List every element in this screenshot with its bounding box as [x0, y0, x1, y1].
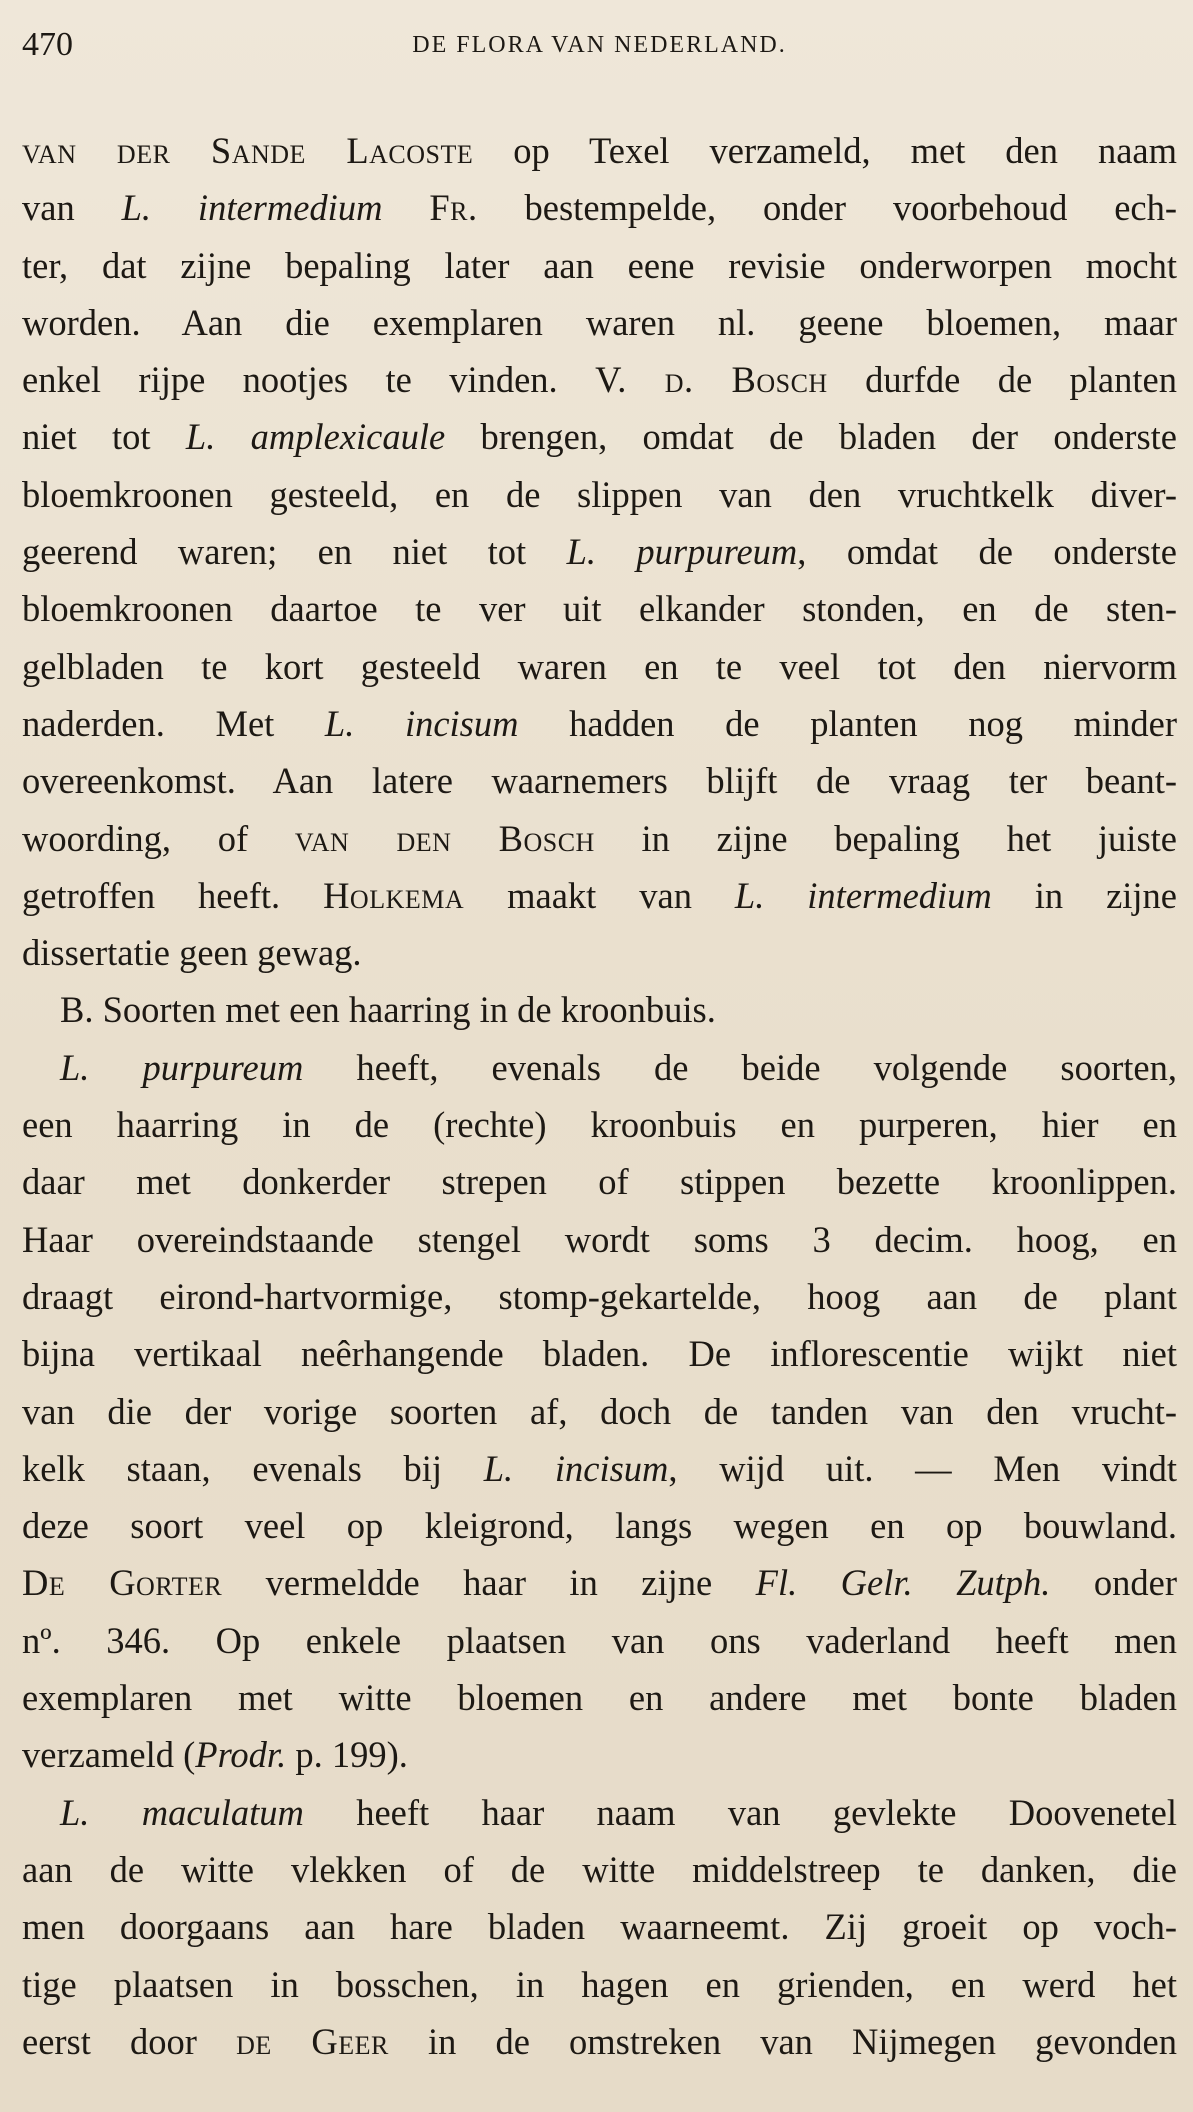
- italic-span: L. maculatum: [60, 1791, 304, 1833]
- text-span: kelk staan, evenals bij: [22, 1447, 484, 1489]
- text-line: [22, 1612, 1177, 1669]
- text-span: maakt van: [464, 874, 735, 916]
- text-span: van: [22, 187, 122, 229]
- text-span: op Texel verzameld, met den naam: [473, 130, 1177, 171]
- text-line: [22, 1211, 1177, 1268]
- italic-span: Prodr.: [195, 1734, 287, 1776]
- text-line: [22, 638, 1177, 695]
- text-line: [22, 523, 1177, 580]
- text-line: [22, 466, 1177, 523]
- text-span: in zijne: [991, 874, 1178, 916]
- text-line: [22, 351, 1177, 408]
- text-span: [382, 187, 429, 228]
- italic-span: L. intermedium: [121, 187, 383, 229]
- text-span: onder: [1050, 1562, 1177, 1604]
- text-span: woording, of: [22, 817, 295, 859]
- text-span: Haar overeindstaande stengel wordt soms 3 decim. hoog, en: [22, 1218, 1177, 1260]
- text-span: geerend waren; en niet tot: [22, 531, 567, 573]
- text-line: [22, 1096, 1177, 1153]
- small-caps-span: Holkema: [323, 874, 465, 916]
- text-span: overeenkomst. Aan latere waarnemers blijft de vraag ter beant-: [22, 760, 1177, 802]
- text-line: [22, 1440, 1177, 1497]
- text-span: tige plaatsen in bosschen, in hagen en grienden, en werd het: [22, 1963, 1177, 2005]
- text-line: [22, 1898, 1177, 1955]
- paragraph: [22, 1039, 1177, 1784]
- text-span: vermeldde haar in zijne: [222, 1562, 756, 1604]
- paragraph: [22, 981, 1177, 1038]
- text-line: [22, 1497, 1177, 1554]
- text-span: een haarring in de (rechte) kroonbuis en purperen, hier en: [22, 1104, 1177, 1146]
- text-span: heeft, evenals de beide volgende soorten,: [303, 1046, 1177, 1088]
- text-span: p. 199).: [286, 1734, 408, 1776]
- italic-span: Fl. Gelr. Zutph.: [755, 1562, 1051, 1604]
- text-span: deze soort veel op kleigrond, langs wegen en op bouwland.: [22, 1505, 1177, 1547]
- text-span: gelbladen te kort gesteeld waren en te veel tot den niervorm: [22, 645, 1177, 687]
- text-line: [22, 1669, 1177, 1726]
- small-caps-span: van den Bosch: [294, 817, 595, 859]
- small-caps-span: V. d. Bosch: [595, 359, 828, 401]
- text-line: [22, 1325, 1177, 1382]
- text-line: [22, 981, 1177, 1038]
- text-line: [22, 1153, 1177, 1210]
- italic-span: L. purpureum: [566, 531, 798, 573]
- text-span: hadden de planten nog minder: [518, 702, 1177, 744]
- text-line: [22, 1726, 1177, 1783]
- text-line: [22, 1784, 1177, 1841]
- text-line: [22, 1268, 1177, 1325]
- text-span: niet tot: [22, 416, 186, 458]
- text-span: bestempelde, onder voorbehoud ech-: [477, 187, 1178, 229]
- text-line: [22, 122, 1177, 179]
- body-text: [22, 122, 1177, 2070]
- page-header: [22, 26, 1177, 82]
- text-span: men doorgaans aan hare bladen waarneemt. Zij groeit op voch-: [22, 1906, 1177, 1948]
- text-span: B. Soorten met een haarring in de kroonbuis.: [60, 989, 716, 1031]
- text-span: nº. 346. Op enkele plaatsen van ons vaderland heeft men: [22, 1619, 1177, 1661]
- text-line: [22, 924, 1177, 981]
- italic-span: L. intermedium: [734, 874, 992, 916]
- text-span: verzameld (: [22, 1734, 196, 1776]
- page-number: 470: [22, 26, 73, 63]
- text-span: draagt eirond-hartvormige, stomp-gekartelde, hoog aan de plant: [22, 1275, 1177, 1317]
- small-caps-span: van der Sande Lacoste: [22, 130, 474, 171]
- text-span: worden. Aan die exemplaren waren nl. geene bloemen, maar: [22, 301, 1177, 343]
- text-line: [22, 1956, 1177, 2013]
- text-span: enkel rijpe nootjes te vinden.: [22, 359, 596, 401]
- small-caps-span: De Gorter: [22, 1562, 223, 1604]
- text-line: [22, 294, 1177, 351]
- text-span: aan de witte vlekken of de witte middelstreep te danken, die: [22, 1848, 1177, 1890]
- text-span: brengen, omdat de bladen der onderste: [445, 416, 1177, 458]
- text-span: , wijd uit. — Men vindt: [668, 1447, 1177, 1489]
- text-line: [22, 179, 1177, 236]
- italic-span: L. purpureum: [60, 1046, 304, 1088]
- text-span: exemplaren met witte bloemen en andere met bonte bladen: [22, 1677, 1177, 1719]
- italic-span: L. incisum: [324, 702, 519, 744]
- text-span: bloemkroonen gesteeld, en de slippen van den vruchtkelk diver-: [22, 473, 1177, 515]
- small-caps-span: de Geer: [236, 2020, 389, 2062]
- text-span: dissertatie geen gewag.: [22, 932, 362, 974]
- text-line: [22, 810, 1177, 867]
- text-span: bloemkroonen daartoe te ver uit elkander stonden, en de sten-: [22, 588, 1177, 630]
- text-span: getroffen heeft.: [22, 874, 324, 916]
- text-line: [22, 695, 1177, 752]
- text-line: [22, 1383, 1177, 1440]
- text-span: heeft haar naam van gevlekte Doovenetel: [303, 1791, 1178, 1833]
- paragraph: [22, 122, 1177, 981]
- text-span: naderden. Met: [22, 702, 325, 744]
- text-line: [22, 1554, 1177, 1611]
- text-line: [22, 2013, 1177, 2070]
- text-span: eerst door: [22, 2020, 237, 2062]
- paragraph: [22, 1784, 1177, 2070]
- text-line: [22, 1841, 1177, 1898]
- text-line: [22, 408, 1177, 465]
- text-span: durfde de planten: [827, 359, 1177, 401]
- small-caps-span: Fr.: [429, 187, 478, 229]
- text-span: ter, dat zijne bepaling later aan eene revisie onderworpen mocht: [22, 244, 1177, 286]
- text-span: in zijne bepaling het juiste: [594, 817, 1177, 859]
- text-line: [22, 580, 1177, 637]
- text-line: [22, 752, 1177, 809]
- italic-span: L. amplexicaule: [185, 416, 446, 458]
- text-span: , omdat de onderste: [797, 531, 1177, 573]
- text-span: daar met donkerder strepen of stippen bezette kroonlippen.: [22, 1161, 1177, 1203]
- text-span: van die der vorige soorten af, doch de tanden van den vrucht-: [22, 1390, 1177, 1432]
- italic-span: L. incisum: [483, 1447, 669, 1489]
- text-line: [22, 867, 1177, 924]
- text-line: [22, 1039, 1177, 1096]
- text-span: in de omstreken van Nijmegen gevonden: [388, 2020, 1177, 2062]
- running-title: DE FLORA VAN NEDERLAND.: [412, 32, 787, 58]
- text-span: bijna vertikaal neêrhangende bladen. De inflorescentie wijkt niet: [22, 1333, 1177, 1375]
- text-line: [22, 237, 1177, 294]
